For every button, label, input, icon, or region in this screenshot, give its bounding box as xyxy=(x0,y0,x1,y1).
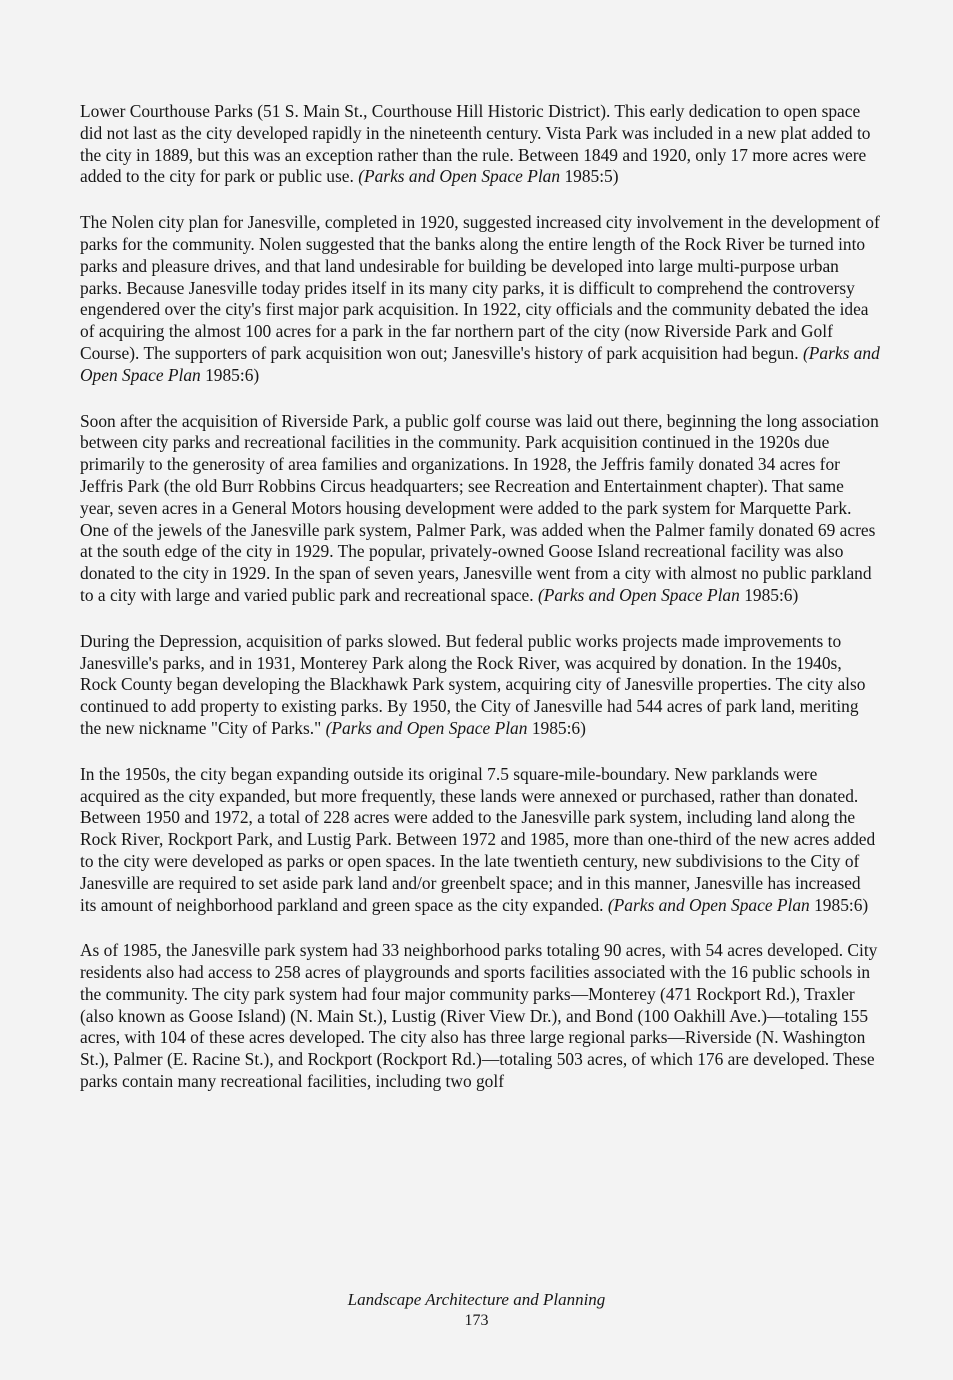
citation-ref: 1985:5) xyxy=(564,166,619,187)
citation: (Parks and Open Space Plan xyxy=(80,342,880,385)
paragraph-3: Soon after the acquisition of Riverside Park, a public golf course was laid out there, beginning the long association between city parks and recreational facilities in the community. Park acquisition continued in the 1920s due primarily to the generosity of area families and organizations. In 1928, the Jeffris family donated 34 acres for Jeffris Park (the old Burr Robbins Circus headquarters; see Recreation and Entertainment chapter). That same year, seven acres in a General Motors housing development were added to the park system for Marquette Park. One of the jewels of the Janesville park system, Palmer Park, was added when the Palmer family donated 69 acres at the south edge of the city in 1929. The popular, privately-owned Goose Island recreational facility was also donated to the city in 1929. In the span of seven years, Janesville went from a city with almost no public parkland to a city with large and varied public park and recreational space. (Parks and Open Space Plan 1985:6) xyxy=(80,410,879,605)
citation: (Parks and Open Space Plan xyxy=(358,166,561,187)
citation-ref: 1985:6) xyxy=(205,364,260,385)
citation-ref: 1985:6) xyxy=(531,717,586,738)
paragraph-1: Lower Courthouse Parks (51 S. Main St., Courthouse Hill Historic District). This early dedication to open space did not last as the city developed rapidly in the nineteenth century. Vista Park was included in a new plat added to the city in 1889, but this was an exception rather than the rule. Between 1849 and 1920, only 17 more acres were added to the city for park or public use. (Parks and Open Space Plan 1985:5) xyxy=(80,101,871,187)
citation: (Parks and Open Space Plan xyxy=(537,584,740,605)
citation-ref: 1985:6) xyxy=(814,894,869,915)
paragraph-4: During the Depression, acquisition of parks slowed. But federal public works projects made improvements to Janesville's parks, and in 1931, Monterey Park along the Rock River, was acquired by donation. In the 1940s, Rock County began developing the Blackhawk Park system, acquiring city of Janesville properties. The city also continued to add property to existing parks. By 1950, the City of Janesville had 544 acres of park land, meriting the new nickname "City of Parks." (Parks and Open Space Plan 1985:6) xyxy=(80,630,866,738)
paragraph-5: In the 1950s, the city began expanding outside its original 7.5 square-mile-boundary. New parklands were acquired as the city expanded, but more frequently, these lands were annexed or purchased, rather than donated. Between 1950 and 1972, a total of 228 acres were added to the Janesville park system, including land along the Rock River, Rockport Park, and Lustig Park. Between 1972 and 1985, more than one-third of the new acres added to the city were developed as parks or open spaces. In the late twentieth century, new subdivisions to the City of Janesville are required to set aside park land and/or greenbelt space; and in this manner, Janesville has increased its amount of neighborhood parkland and green space as the city expanded. (Parks and Open Space Plan 1985:6) xyxy=(80,763,876,915)
page-number: 173 xyxy=(464,1312,489,1329)
citation: (Parks and Open Space Plan xyxy=(325,717,528,738)
paragraph-6: As of 1985, the Janesville park system had 33 neighborhood parks totaling 90 acres, with 54 acres developed. City residents also had access to 258 acres of playgrounds and sports facilities associated with the 16 public schools in the community. The city park system had four major community parks—Monterey (471 Rockport Rd.), Traxler (also known as Goose Island) (N. Main St.), Lustig (River View Dr.), and Bond (100 Oakhill Ave.)—totaling 155 acres, with 104 of these acres developed. The city also has three large regional parks—Riverside (N. Washington St.), Palmer (E. Racine St.), and Rockport (Rockport Rd.)—totaling 503 acres, of which 176 are developed. These parks contain many recreational facilities, including two golf xyxy=(80,940,878,1092)
citation: (Parks and Open Space Plan xyxy=(607,894,810,915)
citation-ref: 1985:6) xyxy=(744,584,799,605)
page-body xyxy=(80,101,880,1117)
paragraph-2: The Nolen city plan for Janesville, completed in 1920, suggested increased city involvement in the development of parks for the community. Nolen suggested that the banks along the entire length of the Rock River be turned into parks and pleasure drives, and that land undesirable for building be developed into large multi-purpose urban parks. Because Janesville today prides itself in its many city parks, it is difficult to comprehend the controversy engendered over the city's first major park acquisition. In 1922, city officials and the community debated the idea of acquiring the almost 100 acres for a park in the far northern part of the city (now Riverside Park and Golf Course). The supporters of park acquisition won out; Janesville's history of park acquisition had begun. (Parks and Open Space Plan 1985:6) xyxy=(80,212,880,385)
footer-title: Landscape Architecture and Planning xyxy=(347,1290,606,1309)
